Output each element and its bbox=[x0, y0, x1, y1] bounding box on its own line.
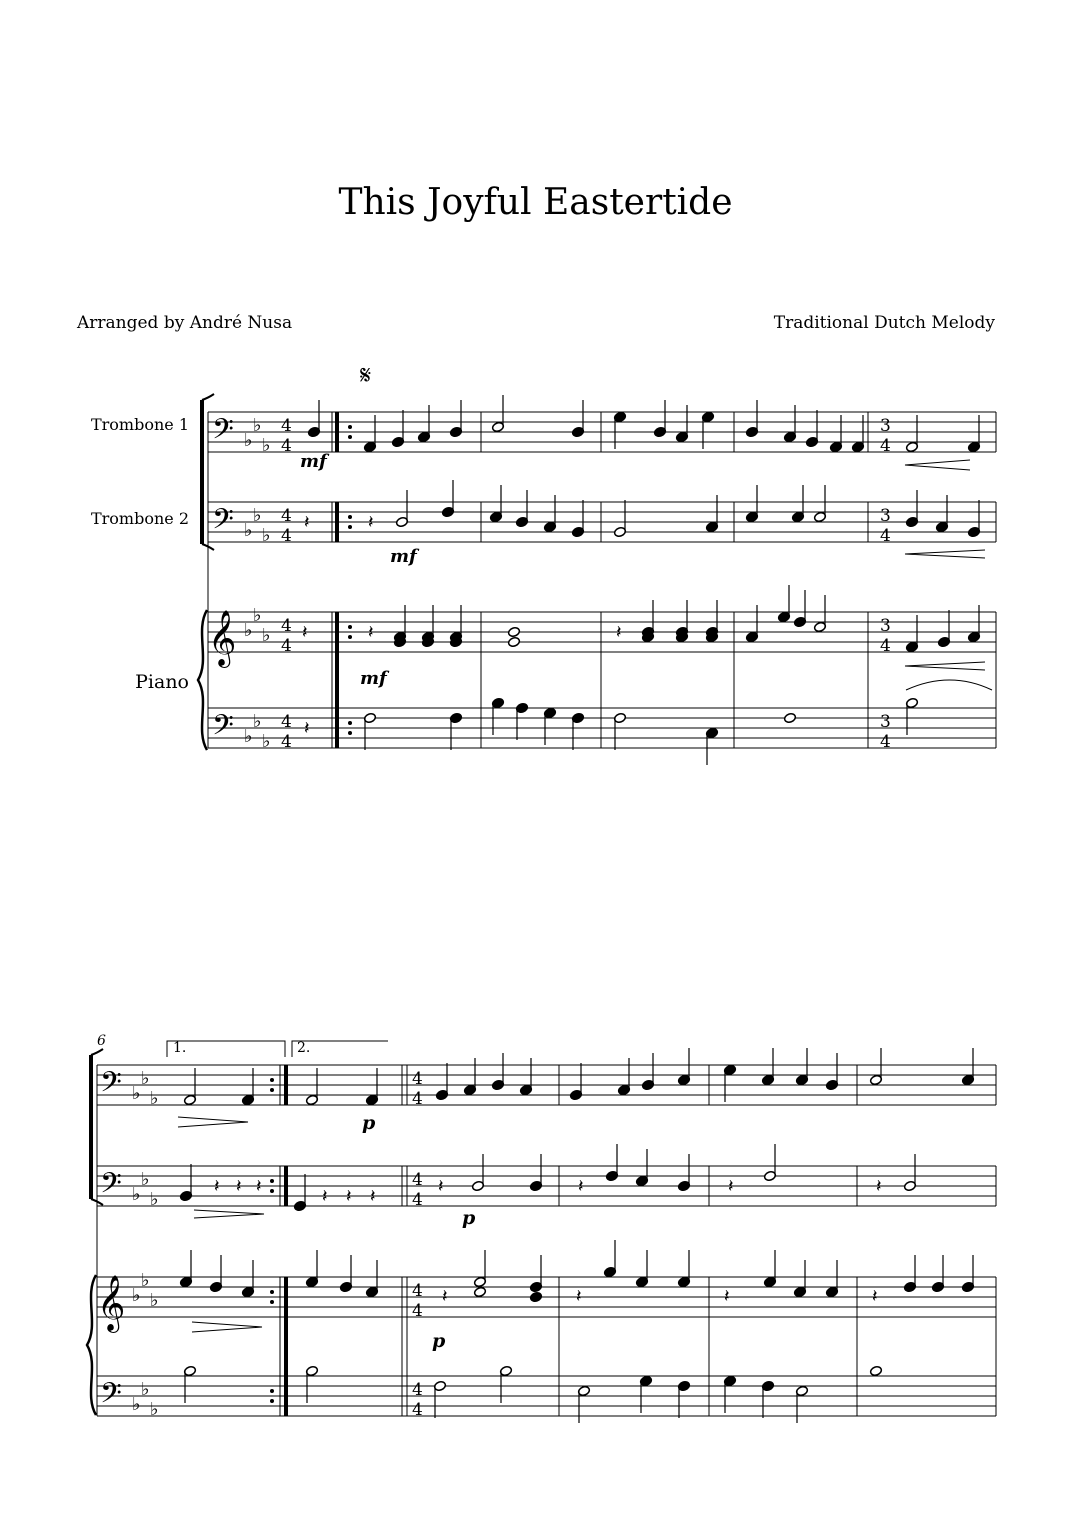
treble-clef: 𝄞 bbox=[97, 1275, 126, 1331]
quarter-rest: 𝄽 bbox=[236, 1176, 242, 1197]
time-signature-denominator: 4 bbox=[412, 1301, 423, 1321]
key-signature-flat: ♭ bbox=[132, 1394, 141, 1415]
time-signature-denominator: 4 bbox=[880, 636, 891, 656]
quarter-rest: 𝄽 bbox=[438, 1176, 444, 1197]
key-signature-flat: ♭ bbox=[244, 726, 253, 747]
arranger-credit: Arranged by André Nusa bbox=[77, 313, 293, 333]
quarter-rest: 𝄽 bbox=[346, 1186, 352, 1207]
repeat-dot bbox=[270, 1179, 274, 1183]
time-signature-denominator: 4 bbox=[281, 636, 292, 656]
bass-clef: 𝄢 bbox=[212, 413, 234, 453]
quarter-rest: 𝄽 bbox=[728, 1176, 734, 1197]
repeat-dot bbox=[270, 1389, 274, 1393]
quarter-rest: 𝄽 bbox=[304, 718, 310, 739]
key-signature-flat: ♭ bbox=[253, 505, 262, 526]
repeat-dot bbox=[348, 425, 352, 429]
decrescendo-hairpin bbox=[192, 1322, 262, 1332]
time-signature-numerator: 4 bbox=[412, 1069, 423, 1089]
segno-sign: 𝄋 bbox=[360, 361, 372, 391]
piano-brace bbox=[198, 610, 207, 750]
crescendo-hairpin bbox=[905, 460, 970, 470]
volta-bracket bbox=[167, 1041, 285, 1057]
key-signature-flat: ♭ bbox=[262, 625, 271, 646]
quarter-rest: 𝄽 bbox=[370, 1186, 376, 1207]
instrument-label-piano: Piano bbox=[135, 671, 189, 693]
time-signature-numerator: 4 bbox=[281, 506, 292, 526]
time-signature-numerator: 3 bbox=[880, 616, 891, 636]
quarter-rest: 𝄽 bbox=[578, 1176, 584, 1197]
quarter-rest: 𝄽 bbox=[616, 622, 622, 643]
repeat-dot bbox=[348, 435, 352, 439]
staff-system2-0 bbox=[97, 1065, 996, 1105]
staff-system1-2 bbox=[208, 612, 996, 652]
key-signature-flat: ♭ bbox=[150, 1189, 159, 1210]
quarter-rest: 𝄽 bbox=[304, 512, 310, 533]
first-ending-label: 1. bbox=[173, 1040, 187, 1056]
volta-bracket bbox=[292, 1041, 388, 1057]
key-signature-flat: ♭ bbox=[141, 1379, 150, 1400]
staff-system1-3 bbox=[208, 708, 996, 748]
quarter-rest: 𝄽 bbox=[724, 1286, 730, 1307]
bass-clef: 𝄢 bbox=[100, 1066, 122, 1106]
dynamic-mf: mf bbox=[360, 668, 387, 689]
quarter-rest: 𝄽 bbox=[256, 1176, 262, 1197]
time-signature-denominator: 4 bbox=[880, 526, 891, 546]
time-signature-numerator: 4 bbox=[281, 616, 292, 636]
key-signature-flat: ♭ bbox=[141, 1270, 150, 1291]
repeat-dot bbox=[270, 1399, 274, 1403]
time-signature-denominator: 4 bbox=[281, 526, 292, 546]
crescendo-hairpin bbox=[905, 550, 985, 558]
dynamic-mf: mf bbox=[390, 546, 417, 567]
repeat-dot bbox=[348, 525, 352, 529]
repeat-dot bbox=[348, 515, 352, 519]
time-signature-numerator: 4 bbox=[281, 416, 292, 436]
notehead bbox=[507, 626, 520, 637]
key-signature-flat: ♭ bbox=[150, 1399, 159, 1420]
instrument-label-trombone-2: Trombone 2 bbox=[90, 509, 189, 528]
decrescendo-hairpin bbox=[178, 1117, 248, 1127]
notehead bbox=[869, 1365, 882, 1376]
key-signature-flat: ♭ bbox=[253, 711, 262, 732]
quarter-rest: 𝄽 bbox=[214, 1176, 220, 1197]
bass-clef: 𝄢 bbox=[100, 1167, 122, 1207]
dynamic-mf: mf bbox=[300, 451, 327, 472]
quarter-rest: 𝄽 bbox=[876, 1176, 882, 1197]
time-signature-denominator: 4 bbox=[412, 1190, 423, 1210]
repeat-dot bbox=[348, 731, 352, 735]
time-signature-denominator: 4 bbox=[281, 436, 292, 456]
repeat-dot bbox=[270, 1290, 274, 1294]
key-signature-flat: ♭ bbox=[244, 520, 253, 541]
second-ending-label: 2. bbox=[297, 1040, 311, 1056]
staff-system2-2 bbox=[97, 1277, 996, 1317]
key-signature-flat: ♭ bbox=[244, 430, 253, 451]
crescendo-hairpin bbox=[905, 662, 985, 670]
repeat-dot bbox=[270, 1078, 274, 1082]
time-signature-denominator: 4 bbox=[880, 436, 891, 456]
quarter-rest: 𝄽 bbox=[442, 1286, 448, 1307]
quarter-rest: 𝄽 bbox=[576, 1286, 582, 1307]
time-signature-denominator: 4 bbox=[412, 1400, 423, 1420]
repeat-dot bbox=[348, 635, 352, 639]
dynamic-p: p bbox=[462, 1207, 476, 1229]
quarter-rest: 𝄽 bbox=[368, 622, 374, 643]
time-signature-numerator: 3 bbox=[880, 712, 891, 732]
key-signature-flat: ♭ bbox=[253, 605, 262, 626]
staff-system1-1 bbox=[208, 502, 996, 542]
composer-credit: Traditional Dutch Melody bbox=[773, 313, 995, 333]
repeat-dot bbox=[270, 1088, 274, 1092]
repeat-dot bbox=[270, 1189, 274, 1193]
key-signature-flat: ♭ bbox=[132, 1285, 141, 1306]
key-signature-flat: ♭ bbox=[262, 435, 271, 456]
notehead bbox=[529, 1291, 542, 1302]
dynamic-p: p bbox=[362, 1112, 376, 1134]
decrescendo-hairpin bbox=[194, 1210, 264, 1218]
key-signature-flat: ♭ bbox=[262, 731, 271, 752]
slur bbox=[906, 680, 992, 690]
quarter-rest: 𝄽 bbox=[368, 512, 374, 533]
key-signature-flat: ♭ bbox=[262, 525, 271, 546]
time-signature-numerator: 3 bbox=[880, 506, 891, 526]
key-signature-flat: ♭ bbox=[132, 1184, 141, 1205]
bracket-hook bbox=[91, 1049, 103, 1055]
staff-system2-1 bbox=[97, 1166, 996, 1206]
time-signature-numerator: 3 bbox=[880, 416, 891, 436]
notehead bbox=[507, 636, 520, 647]
repeat-dot bbox=[348, 721, 352, 725]
time-signature-denominator: 4 bbox=[281, 732, 292, 752]
time-signature-numerator: 4 bbox=[412, 1380, 423, 1400]
notehead bbox=[783, 712, 796, 723]
bass-clef: 𝄢 bbox=[212, 503, 234, 543]
quarter-rest: 𝄽 bbox=[872, 1286, 878, 1307]
bass-clef: 𝄢 bbox=[100, 1377, 122, 1417]
notehead bbox=[473, 1286, 486, 1297]
treble-clef: 𝄞 bbox=[208, 610, 237, 666]
repeat-dot bbox=[348, 625, 352, 629]
piano-brace bbox=[87, 1275, 96, 1415]
key-signature-flat: ♭ bbox=[244, 620, 253, 641]
quarter-rest: 𝄽 bbox=[302, 622, 308, 643]
bass-clef: 𝄢 bbox=[212, 709, 234, 749]
instrument-label-trombone-1: Trombone 1 bbox=[90, 415, 189, 434]
time-signature-numerator: 4 bbox=[281, 712, 292, 732]
time-signature-numerator: 4 bbox=[412, 1281, 423, 1301]
staff-system1-0 bbox=[208, 412, 996, 452]
quarter-rest: 𝄽 bbox=[322, 1186, 328, 1207]
time-signature-numerator: 4 bbox=[412, 1170, 423, 1190]
key-signature-flat: ♭ bbox=[253, 415, 262, 436]
repeat-dot bbox=[270, 1300, 274, 1304]
key-signature-flat: ♭ bbox=[150, 1290, 159, 1311]
staff-system2-3 bbox=[97, 1376, 996, 1416]
measure-number: 6 bbox=[97, 1033, 106, 1049]
key-signature-flat: ♭ bbox=[141, 1169, 150, 1190]
page-title: This Joyful Eastertide bbox=[338, 182, 733, 223]
bracket-hook bbox=[202, 394, 214, 400]
key-signature-flat: ♭ bbox=[141, 1068, 150, 1089]
key-signature-flat: ♭ bbox=[132, 1083, 141, 1104]
time-signature-denominator: 4 bbox=[880, 732, 891, 752]
dynamic-p: p bbox=[432, 1330, 446, 1352]
key-signature-flat: ♭ bbox=[150, 1088, 159, 1109]
time-signature-denominator: 4 bbox=[412, 1089, 423, 1109]
